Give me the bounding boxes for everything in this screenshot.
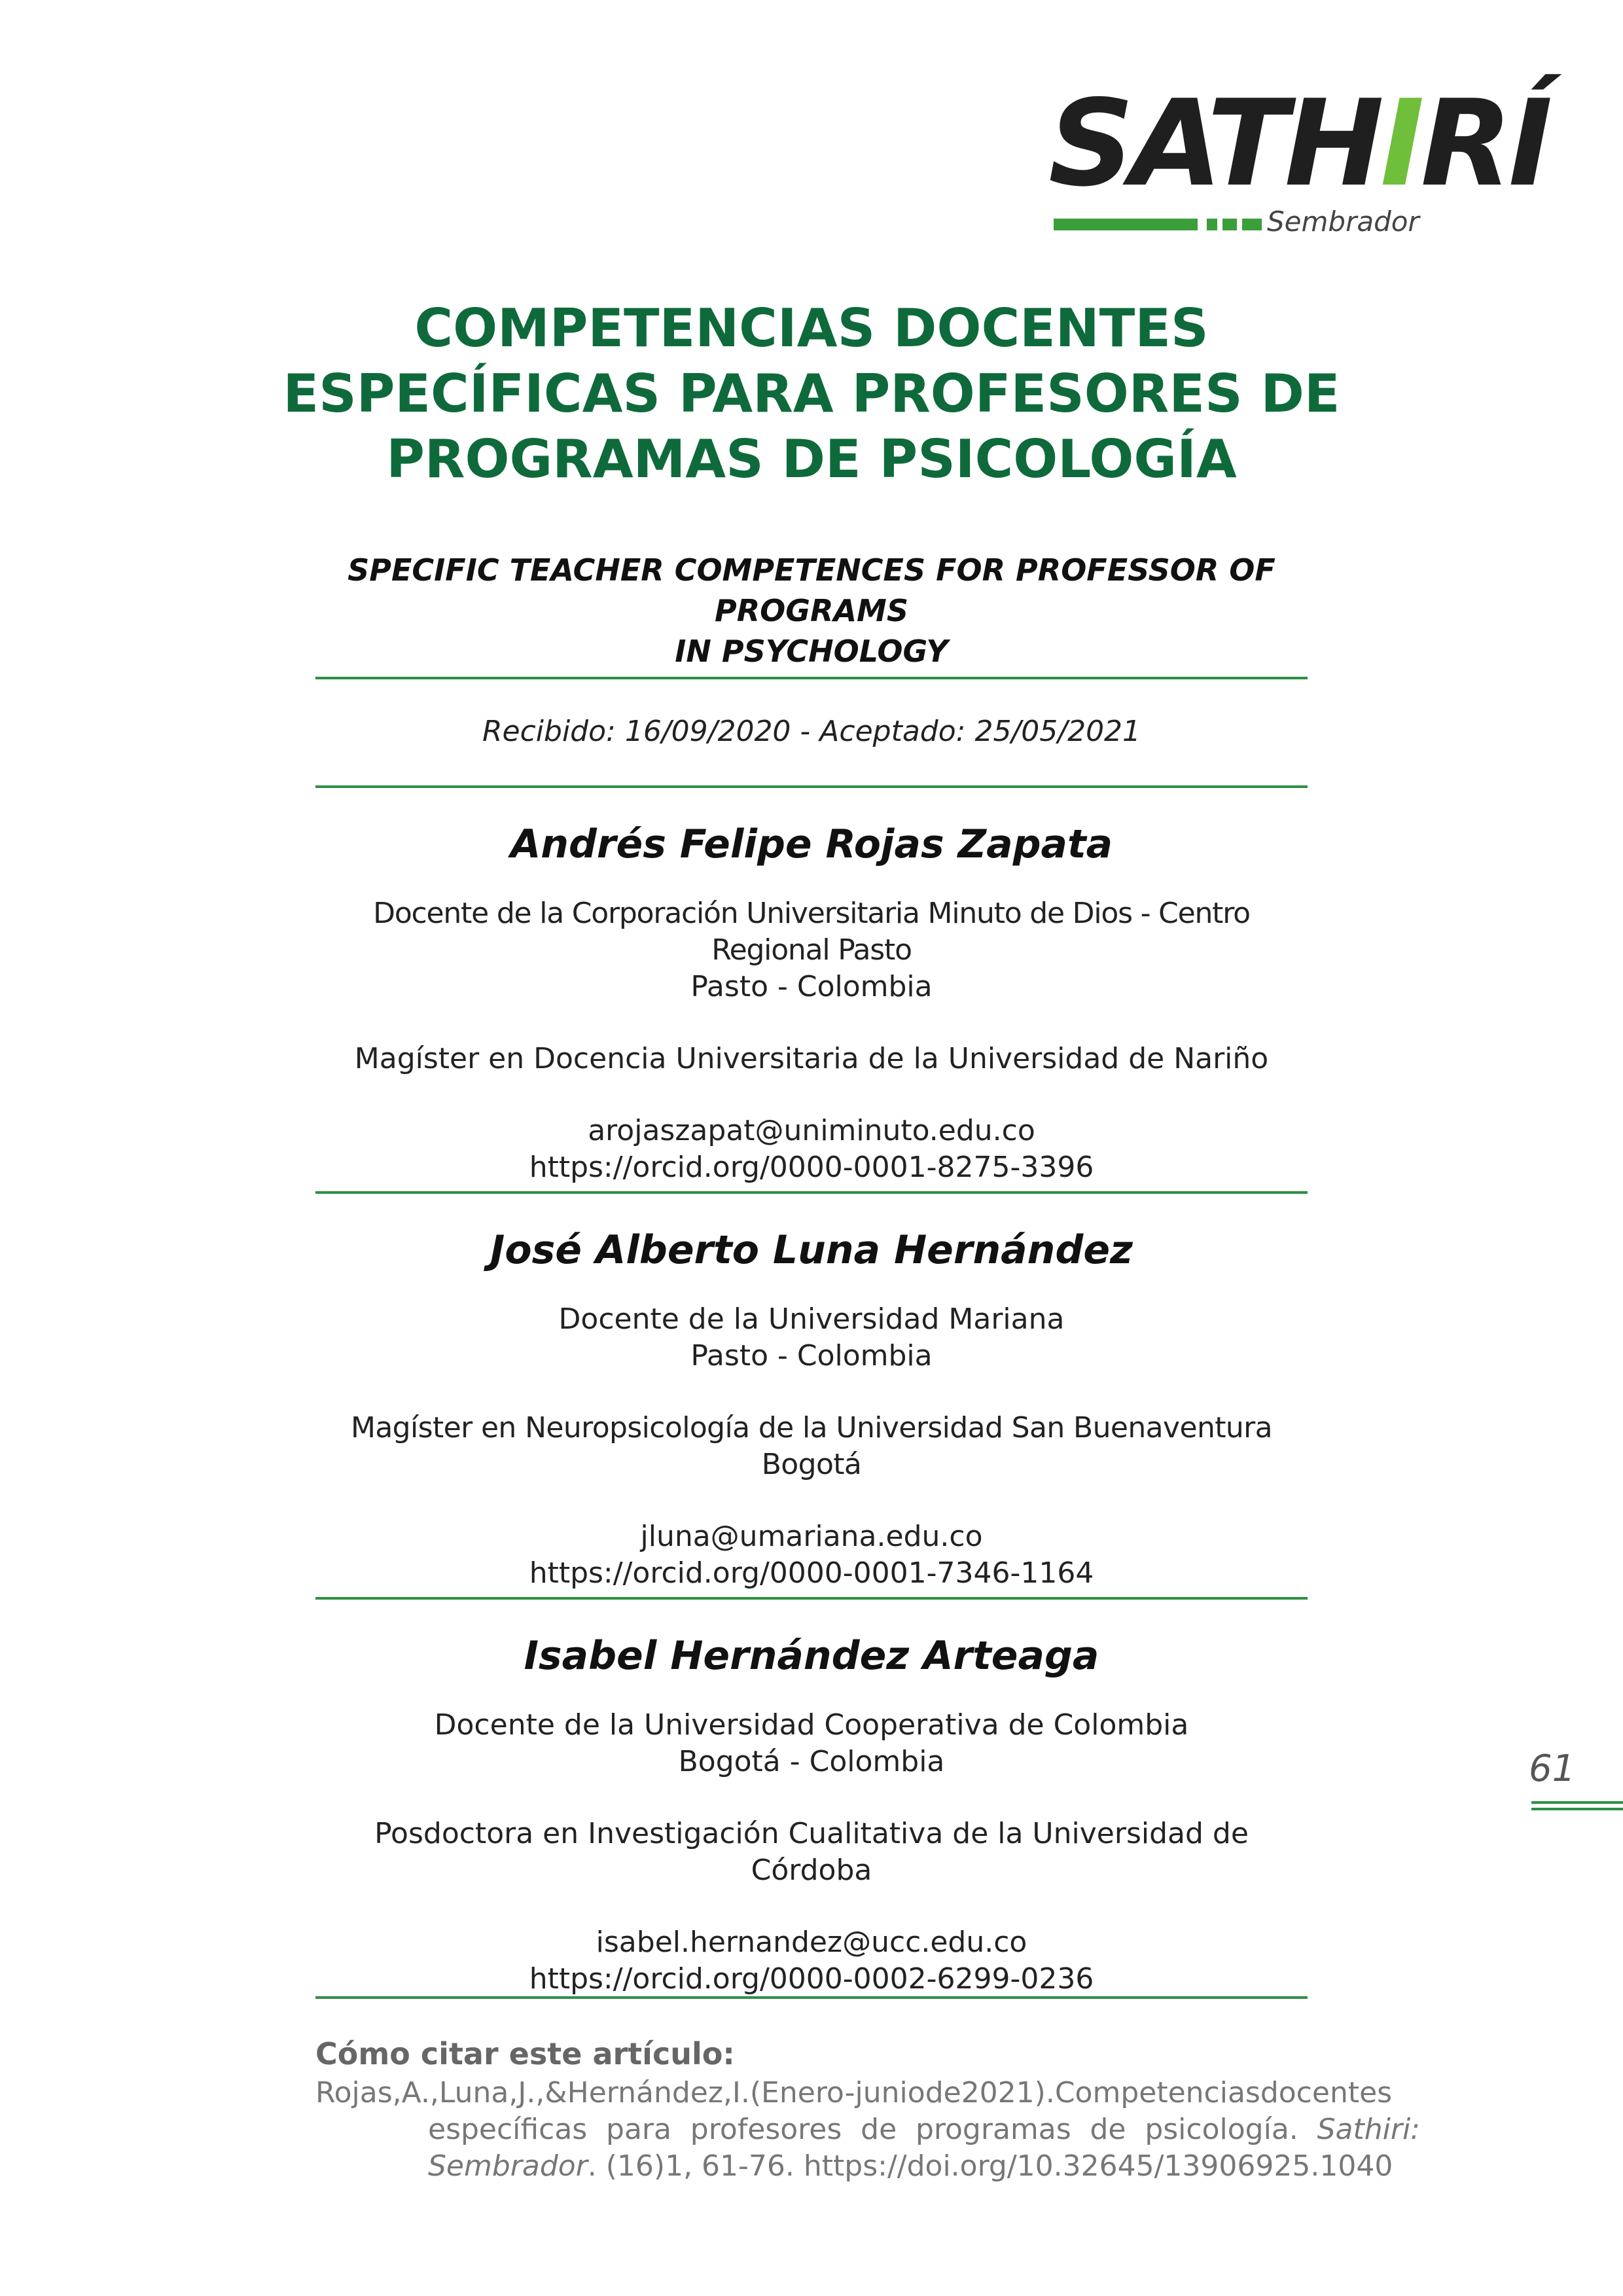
author-email[interactable]: jluna@umariana.edu.co [640, 1520, 983, 1553]
divider-5 [315, 1996, 1308, 1999]
divider-2 [315, 785, 1308, 788]
logo-part-3: RÍ [1420, 74, 1549, 213]
logo-subtitle: Sembrador [1267, 206, 1419, 238]
divider-1 [315, 677, 1308, 679]
title-line-2: ESPECÍFICAS PARA PROFESORES DE [283, 363, 1340, 424]
divider-4 [315, 1597, 1308, 1600]
author-location: Bogotá - Colombia [678, 1745, 945, 1778]
citation-text-before: Rojas,A.,Luna,J.,&Hernández,I.(Enero-juniode2021).Competenciasdocentes específicas para profesores de programas de psicología. [315, 2076, 1393, 2146]
logo-bar-dash-1 [1207, 219, 1217, 230]
logo-part-2: I [1380, 74, 1421, 213]
author-name: Isabel Hernández Arteaga [524, 1633, 1099, 1679]
author-degree: Posdoctora en Investigación Cualitativa de la Universidad de Córdoba [374, 1817, 1249, 1887]
divider-3 [315, 1191, 1308, 1194]
author-affiliation: Docente de la Universidad Cooperativa de Colombia [434, 1708, 1189, 1742]
logo-bar-dash-3 [1242, 219, 1262, 230]
author-block-2 [315, 1224, 1308, 1592]
author-orcid-link[interactable]: https://orcid.org/0000-0002-6299-0236 [529, 1962, 1094, 1996]
author-name: José Alberto Luna Hernández [490, 1227, 1133, 1273]
author-name: Andrés Felipe Rojas Zapata [510, 821, 1113, 867]
article-title [262, 296, 1361, 492]
author-block-1 [315, 818, 1308, 1186]
author-affiliation: Docente de la Universidad Mariana [558, 1302, 1065, 1336]
author-orcid-link[interactable]: https://orcid.org/0000-0001-8275-3396 [529, 1151, 1094, 1184]
citation-journal: Sathiri: Sembrador [428, 2113, 1420, 2183]
title-line-1: COMPETENCIAS DOCENTES [414, 298, 1209, 359]
article-subtitle [288, 550, 1335, 672]
author-block-3 [315, 1630, 1308, 1998]
page-number: 61 [1529, 1748, 1576, 1790]
citation-text [315, 2075, 1420, 2185]
author-degree: Magíster en Neuropsicología de la Universidad San Buenaventura Bogotá [350, 1411, 1273, 1481]
logo-part-1: SATH [1048, 74, 1380, 213]
logo-wordmark [1048, 74, 1549, 213]
page-number-rule-2 [1531, 1808, 1623, 1810]
citation-heading: Cómo citar este artículo: [315, 2036, 735, 2072]
author-location: Pasto - Colombia [690, 1339, 933, 1372]
logo-bar-long [1054, 219, 1198, 230]
author-affiliation: Docente de la Corporación Universitaria Minuto de Dios - Centro Regional Pasto [373, 897, 1250, 967]
author-email[interactable]: arojaszapat@uniminuto.edu.co [588, 1114, 1035, 1147]
title-line-3: PROGRAMAS DE PSICOLOGÍA [386, 429, 1237, 490]
author-orcid-link[interactable]: https://orcid.org/0000-0001-7346-1164 [529, 1556, 1094, 1590]
author-email[interactable]: isabel.hernandez@ucc.edu.co [596, 1926, 1027, 1959]
subtitle-line-1: SPECIFIC TEACHER COMPETENCES FOR PROFESSOR OF PROGRAMS [348, 552, 1275, 628]
citation-text-after[interactable]: . (16)1, 61-76. https://doi.org/10.32645/13906925.1040 [587, 2149, 1393, 2183]
logo-bar-dash-2 [1222, 219, 1237, 230]
page-number-rule-1 [1531, 1801, 1623, 1804]
received-accepted-dates: Recibido: 16/09/2020 - Aceptado: 25/05/2021 [482, 715, 1141, 748]
journal-logo [1041, 74, 1549, 242]
author-location: Pasto - Colombia [690, 970, 933, 1003]
subtitle-line-2: IN PSYCHOLOGY [675, 634, 948, 669]
author-degree: Magíster en Docencia Universitaria de la Universidad de Nariño [354, 1042, 1269, 1075]
